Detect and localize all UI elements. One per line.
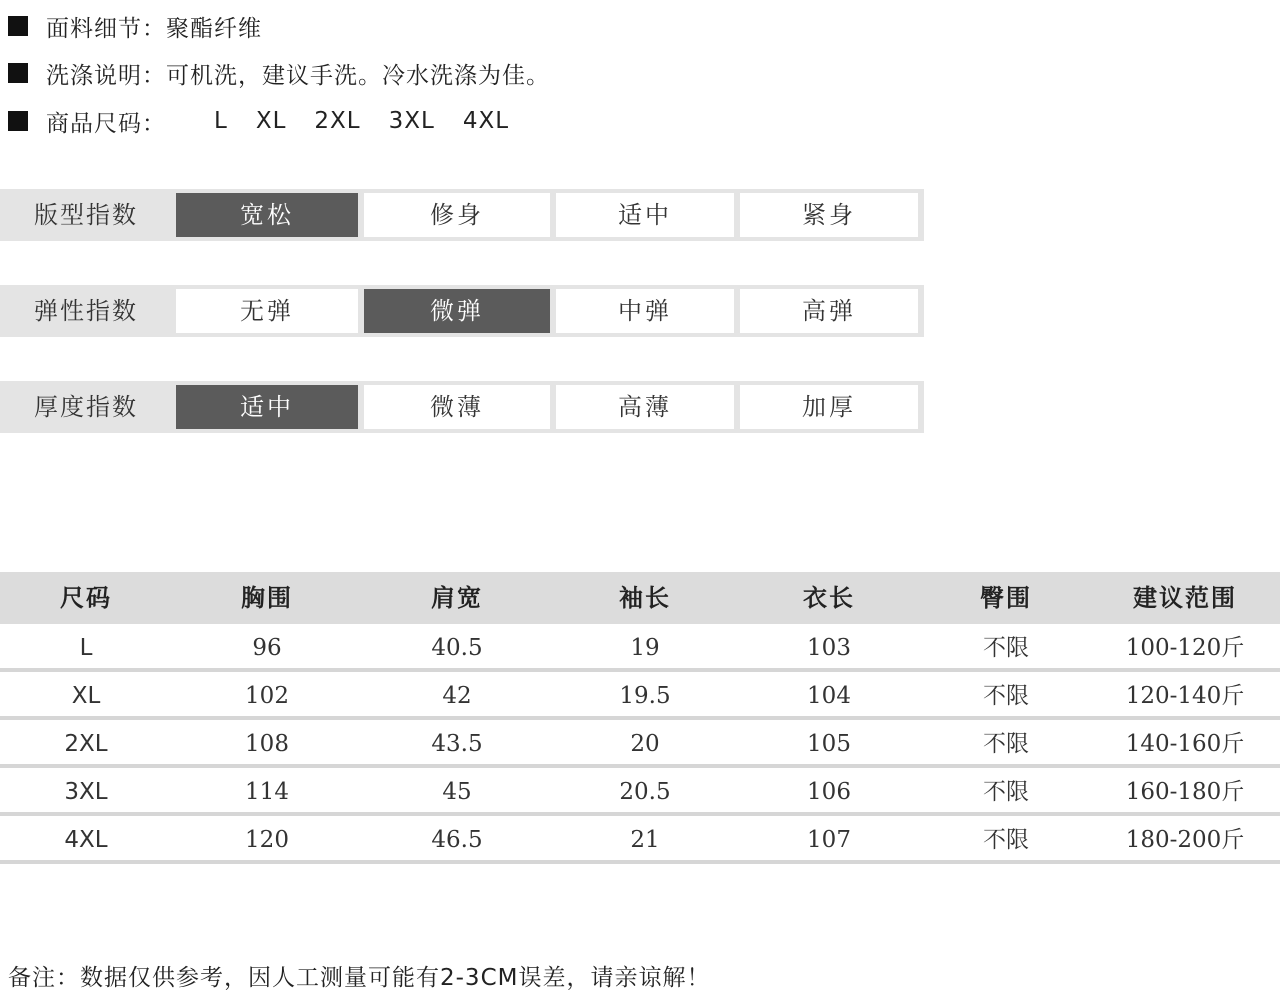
- bullet-square-icon: [8, 111, 28, 131]
- table-cell: 不限: [983, 635, 1029, 661]
- index-title: 厚度指数: [34, 393, 138, 421]
- header-cell: 建议范围: [1133, 584, 1237, 612]
- table-cell: 2XL: [64, 731, 108, 757]
- table-row: [0, 672, 1280, 720]
- header-cell: 衣长: [803, 584, 855, 612]
- wash-value: 可机洗，建议手洗。冷水洗涤为佳。: [166, 62, 550, 89]
- size-option: 2XL: [314, 108, 361, 134]
- table-cell: 96: [252, 635, 282, 661]
- table-cell: 43.5: [431, 731, 483, 757]
- table-cell: 19: [630, 635, 660, 661]
- index-option: 中弹: [556, 289, 734, 333]
- table-cell: 160-180斤: [1125, 779, 1245, 805]
- header-cell: 肩宽: [431, 584, 483, 612]
- fabric-value: 聚酯纤维: [166, 15, 262, 42]
- size-label: 商品尺码：: [46, 110, 166, 137]
- table-cell: 114: [245, 779, 289, 805]
- header-cell: 尺码: [60, 584, 112, 612]
- table-cell: L: [79, 635, 93, 661]
- index-option: 适中: [176, 385, 358, 429]
- header-cell: 胸围: [241, 584, 293, 612]
- table-cell: 40.5: [431, 635, 483, 661]
- index-option: 微薄: [364, 385, 550, 429]
- table-cell: 不限: [983, 779, 1029, 805]
- table-cell: 106: [807, 779, 851, 805]
- table-cell: 不限: [983, 683, 1029, 709]
- index-option: 紧身: [740, 193, 918, 237]
- table-cell: 4XL: [64, 827, 108, 853]
- index-option: 无弹: [176, 289, 358, 333]
- table-cell: 108: [245, 731, 289, 757]
- table-cell: 180-200斤: [1125, 827, 1245, 853]
- table-row: [0, 816, 1280, 864]
- fit-index-row: [0, 189, 924, 241]
- table-row: [0, 720, 1280, 768]
- fabric-line: [8, 6, 262, 46]
- index-option: 适中: [556, 193, 734, 237]
- index-option: 高弹: [740, 289, 918, 333]
- table-cell: 140-160斤: [1125, 731, 1245, 757]
- table-cell: 103: [807, 635, 851, 661]
- index-option: 加厚: [740, 385, 918, 429]
- table-cell: 42: [442, 683, 472, 709]
- table-cell: 100-120斤: [1125, 635, 1245, 661]
- index-title: 版型指数: [34, 201, 138, 229]
- table-cell: 19.5: [619, 683, 671, 709]
- index-option: 高薄: [556, 385, 734, 429]
- size-option: 3XL: [388, 108, 435, 134]
- table-cell: 104: [807, 683, 851, 709]
- table-cell: XL: [71, 683, 101, 709]
- size-option: L: [214, 108, 228, 134]
- size-line: [8, 101, 537, 141]
- table-cell: 105: [807, 731, 851, 757]
- wash-label: 洗涤说明：: [46, 62, 166, 89]
- index-option: 修身: [364, 193, 550, 237]
- table-row: [0, 768, 1280, 816]
- table-header: [0, 572, 1280, 624]
- table-cell: 不限: [983, 731, 1029, 757]
- table-cell: 102: [245, 683, 289, 709]
- table-cell: 120-140斤: [1125, 683, 1245, 709]
- table-row: [0, 624, 1280, 672]
- index-title: 弹性指数: [34, 297, 138, 325]
- table-cell: 不限: [983, 827, 1029, 853]
- size-option: 4XL: [462, 108, 510, 134]
- table-cell: 20.5: [619, 779, 671, 805]
- table-cell: 21: [630, 827, 660, 853]
- bullet-square-icon: [8, 63, 28, 83]
- elasticity-index-row: [0, 285, 924, 337]
- table-cell: 3XL: [64, 779, 108, 805]
- fabric-label: 面料细节：: [46, 15, 166, 42]
- table-cell: 20: [630, 731, 660, 757]
- wash-line: [8, 53, 550, 93]
- table-cell: 45: [442, 779, 472, 805]
- size-list: [214, 108, 537, 134]
- size-option: XL: [255, 108, 287, 134]
- index-option: 微弹: [364, 289, 550, 333]
- table-cell: 107: [807, 827, 851, 853]
- bullet-square-icon: [8, 16, 28, 36]
- table-cell: 120: [245, 827, 289, 853]
- header-cell: 臀围: [980, 584, 1032, 612]
- index-option: 宽松: [176, 193, 358, 237]
- header-cell: 袖长: [619, 584, 671, 612]
- footnote: 备注：数据仅供参考，因人工测量可能有2-3CM误差，请亲谅解！: [8, 965, 711, 991]
- thickness-index-row: [0, 381, 924, 433]
- table-cell: 46.5: [431, 827, 483, 853]
